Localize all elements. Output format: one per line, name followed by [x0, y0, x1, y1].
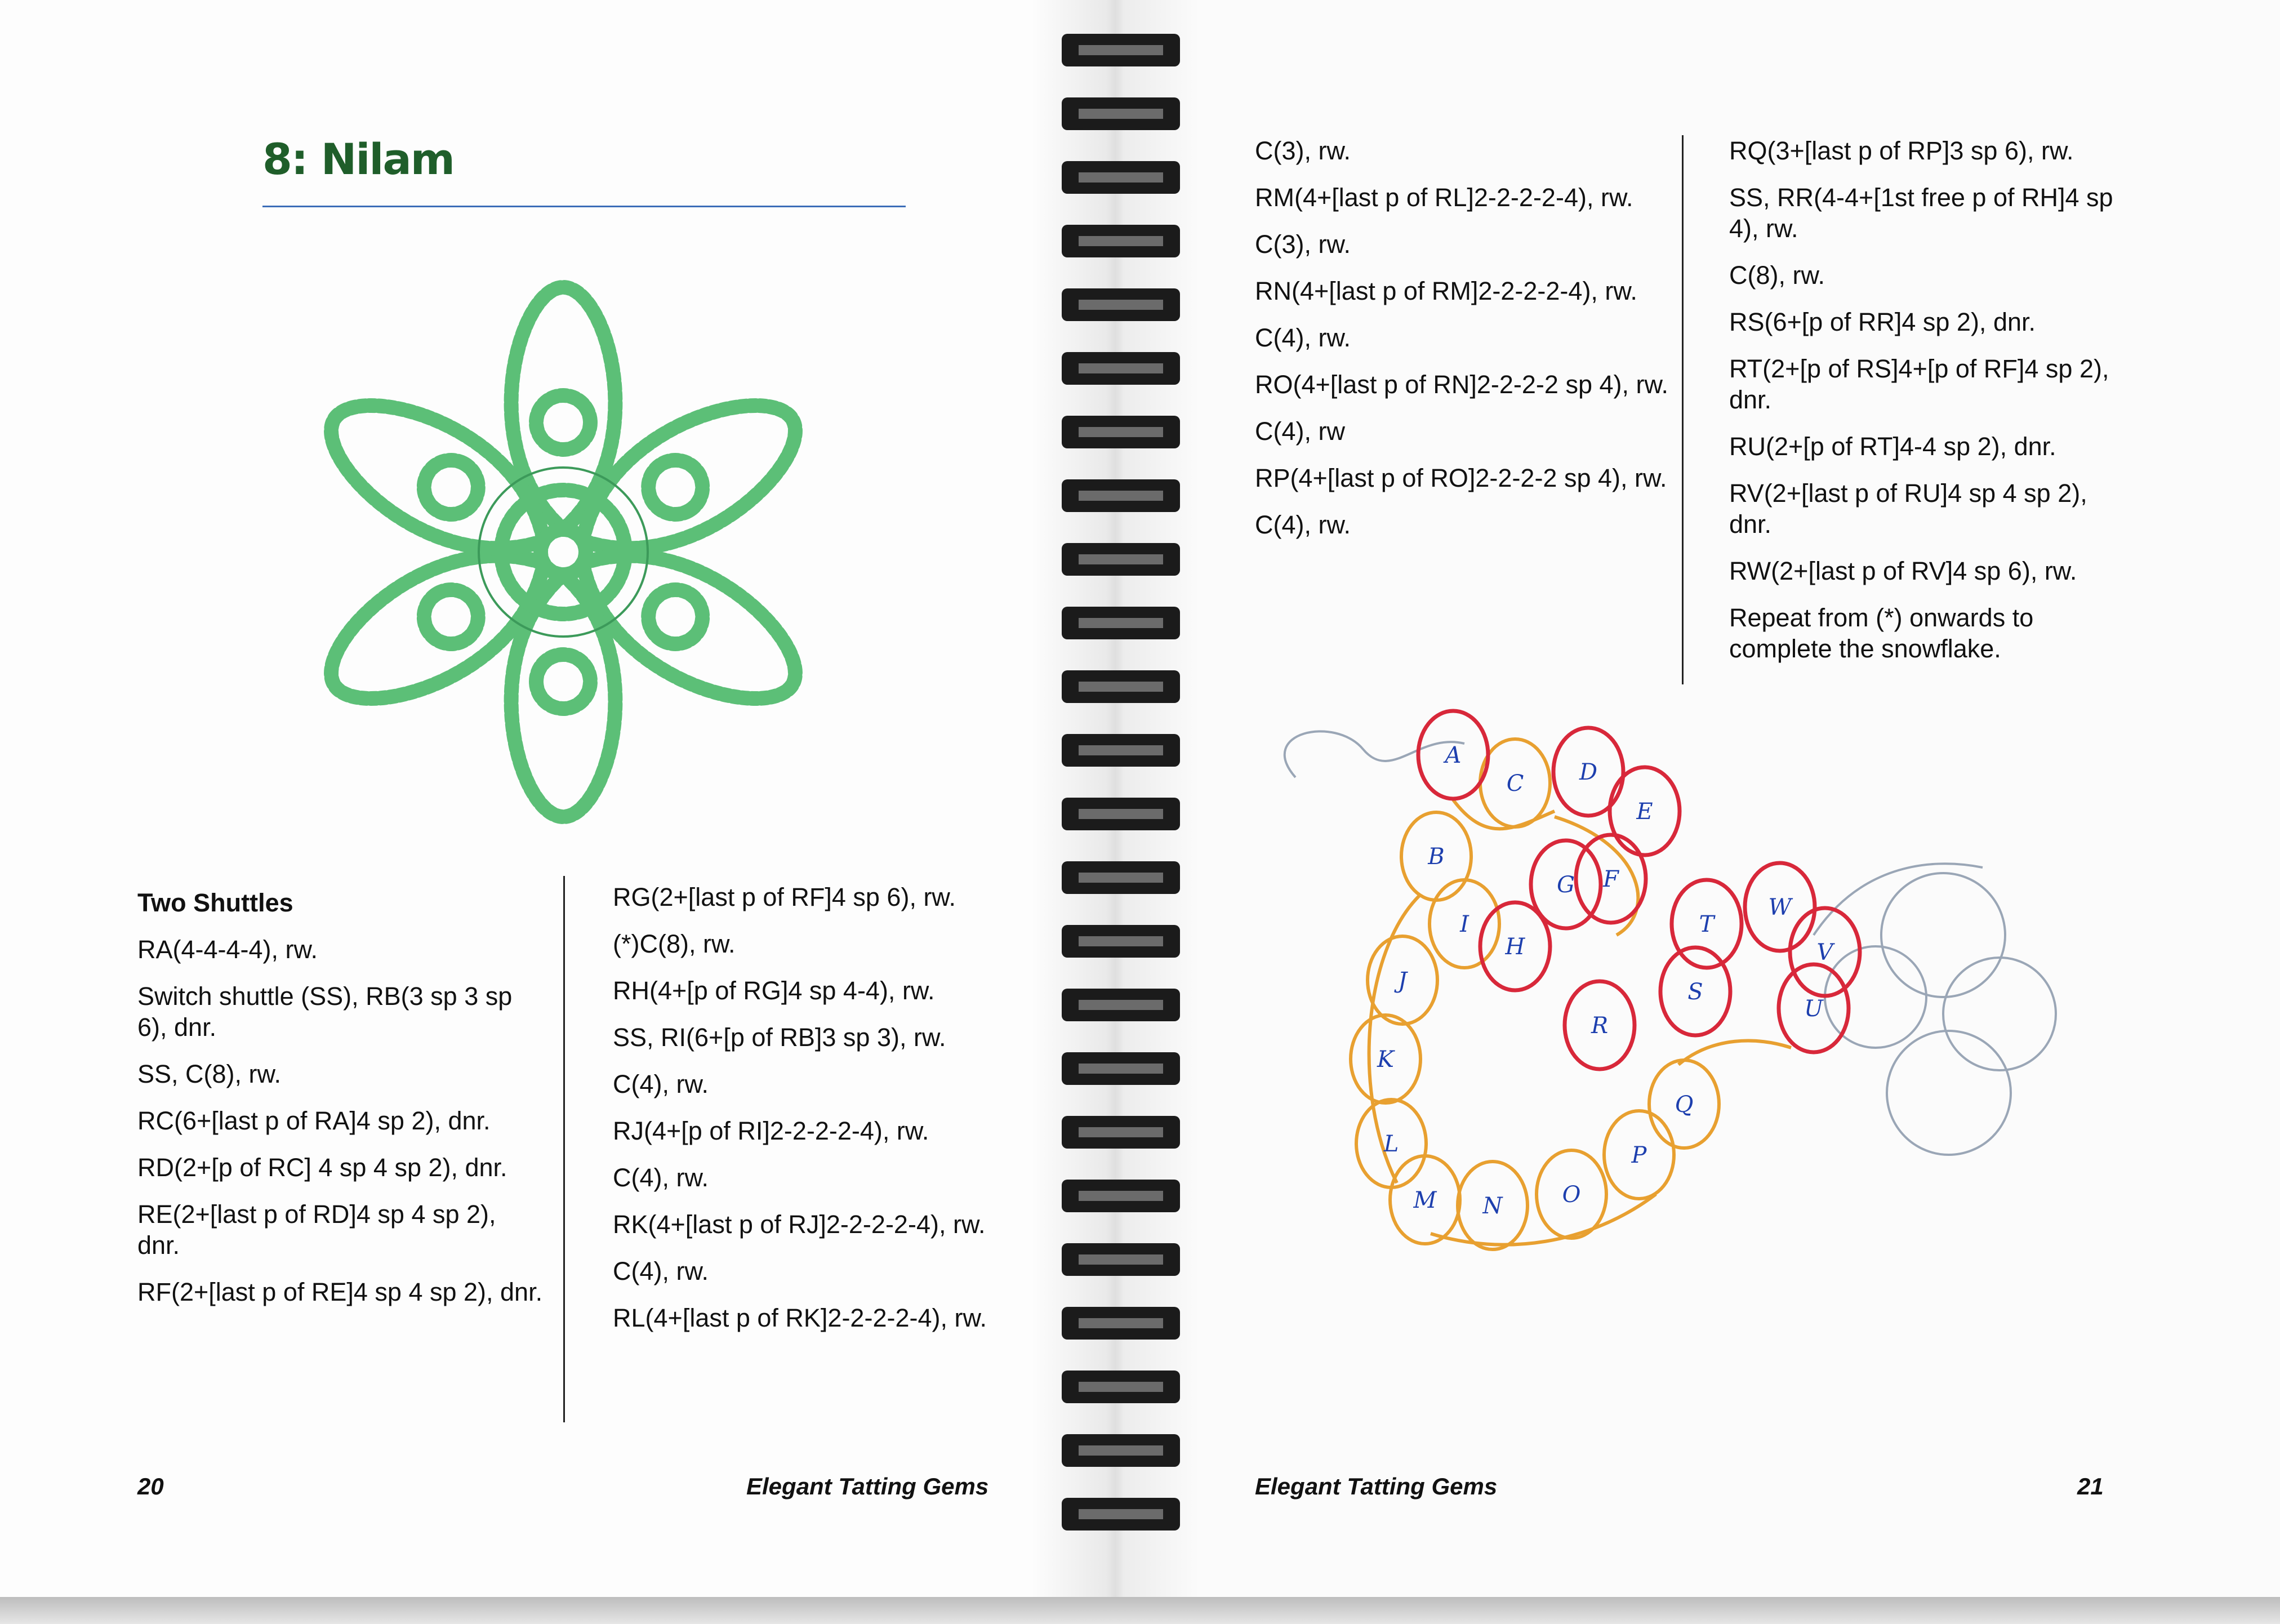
title-underline — [262, 206, 906, 207]
instruction-line: C(4), rw. — [1255, 510, 1351, 539]
instruction-line: RV(2+[last p of RU]4 sp 4 sp 2), dnr. — [1729, 479, 2087, 539]
instruction-line: RU(2+[p of RT]4-4 sp 2), dnr. — [1729, 432, 2056, 461]
spiral-coil-highlight — [1079, 873, 1163, 883]
instruction-line: RQ(3+[last p of RP]3 sp 6), rw. — [1729, 136, 2074, 165]
chain-layer — [1351, 739, 1791, 1249]
tatting-diagram — [1250, 698, 2107, 1273]
diagram-ring-letter: G — [1557, 872, 1575, 898]
spiral-coil-highlight — [1079, 1509, 1163, 1519]
spiral-coil-highlight — [1079, 1000, 1163, 1010]
instruction-line: RP(4+[last p of RO]2-2-2-2 sp 4), rw. — [1255, 464, 1667, 492]
instruction-line: RK(4+[last p of RJ]2-2-2-2-4), rw. — [613, 1210, 986, 1239]
diagram-ring-letter: U — [1804, 996, 1823, 1022]
spiral-binding — [1062, 23, 1180, 1555]
instruction-line: C(4), rw. — [613, 1257, 709, 1285]
instruction-line: RS(6+[p of RR]4 sp 2), dnr. — [1729, 308, 2036, 336]
column-divider — [563, 876, 565, 1422]
spiral-coil-highlight — [1079, 1254, 1163, 1265]
instruction-line: RC(6+[last p of RA]4 sp 2), dnr. — [137, 1106, 491, 1135]
instruction-line: SS, RR(4-4+[1st free p of RH]4 sp 4), rw. — [1729, 183, 2113, 243]
diagram-ring-letter: O — [1562, 1182, 1581, 1208]
tatting-snowflake-photo — [248, 259, 879, 845]
instruction-line: RG(2+[last p of RF]4 sp 6), rw. — [613, 883, 956, 911]
instruction-line: RT(2+[p of RS]4+[p of RF]4 sp 2), dnr. — [1729, 354, 2109, 414]
instruction-line: SS, C(8), rw. — [137, 1060, 282, 1088]
pattern-title: 8: Nilam — [262, 134, 454, 184]
spiral-coil-highlight — [1079, 682, 1163, 692]
spiral-coil-highlight — [1079, 363, 1163, 373]
instruction-line: Switch shuttle (SS), RB(3 sp 3 sp 6), dnr. — [137, 982, 513, 1042]
spiral-coil-highlight — [1079, 554, 1163, 564]
spiral-coil-highlight — [1079, 491, 1163, 501]
right-page — [1118, 0, 2280, 1597]
instruction-line: RN(4+[last p of RM]2-2-2-2-4), rw. — [1255, 277, 1637, 305]
instruction-line: RA(4-4-4-4), rw. — [137, 935, 318, 964]
diagram-ring-letter: C — [1506, 771, 1524, 797]
spiral-coil-highlight — [1079, 45, 1163, 55]
instructions-column-1 — [137, 887, 543, 1323]
book-title-right: Elegant Tatting Gems — [1255, 1473, 1498, 1500]
section-heading: Two Shuttles — [137, 888, 293, 917]
diagram-ring-letter: N — [1482, 1193, 1503, 1219]
instruction-line: RL(4+[last p of RK]2-2-2-2-4), rw. — [613, 1303, 987, 1332]
instruction-line: C(8), rw. — [1729, 261, 1825, 290]
diagram-ring-letter: V — [1816, 940, 1833, 965]
page-number-left: 20 — [137, 1473, 164, 1500]
instruction-line: (*)C(8), rw. — [613, 929, 736, 958]
spiral-coil-highlight — [1079, 236, 1163, 246]
diagram-ring-letter: H — [1505, 934, 1525, 960]
instruction-line: RE(2+[last p of RD]4 sp 4 sp 2), dnr. — [137, 1200, 496, 1260]
instruction-line: Repeat from (*) onwards to complete the snowflake. — [1729, 603, 2034, 663]
instruction-line: C(4), rw. — [613, 1070, 709, 1098]
instruction-line: RJ(4+[p of RI]2-2-2-2-4), rw. — [613, 1116, 929, 1145]
instruction-line: C(4), rw — [1255, 417, 1345, 446]
diagram-ring-letter: W — [1768, 895, 1792, 920]
diagram-ring-letter: I — [1460, 911, 1469, 937]
diagram-ring-letter: K — [1377, 1047, 1394, 1073]
spiral-coil-highlight — [1079, 1064, 1163, 1074]
instruction-line: RF(2+[last p of RE]4 sp 4 sp 2), dnr. — [137, 1278, 543, 1306]
instructions-column-4 — [1729, 135, 2135, 680]
spiral-coil-highlight — [1079, 809, 1163, 819]
spiral-coil-highlight — [1079, 745, 1163, 755]
instruction-line: RH(4+[p of RG]4 sp 4-4), rw. — [613, 976, 935, 1005]
spiral-coil-highlight — [1079, 172, 1163, 183]
instruction-line: C(3), rw. — [1255, 136, 1351, 165]
spiral-coil-highlight — [1079, 1318, 1163, 1328]
instruction-line: RO(4+[last p of RN]2-2-2-2 sp 4), rw. — [1255, 370, 1668, 399]
instructions-column-2 — [613, 882, 1007, 1349]
scan-edge — [0, 1597, 2280, 1624]
instruction-line: C(4), rw. — [1255, 323, 1351, 352]
instruction-line: RD(2+[p of RC] 4 sp 4 sp 2), dnr. — [137, 1153, 507, 1182]
spiral-coil-highlight — [1079, 618, 1163, 628]
spiral-coil-highlight — [1079, 300, 1163, 310]
diagram-ring-letter: D — [1579, 759, 1598, 785]
diagram-ring-letter: S — [1687, 979, 1703, 1005]
diagram-ring-letter: L — [1383, 1131, 1399, 1157]
instruction-line: RW(2+[last p of RV]4 sp 6), rw. — [1729, 557, 2077, 585]
instruction-line: C(4), rw. — [613, 1163, 709, 1192]
spiral-coil-highlight — [1079, 1445, 1163, 1456]
book-title-left: Elegant Tatting Gems — [746, 1473, 989, 1500]
spiral-coil-highlight — [1079, 109, 1163, 119]
instruction-line: RM(4+[last p of RL]2-2-2-2-4), rw. — [1255, 183, 1633, 212]
diagram-ring-letter: J — [1397, 968, 1408, 994]
diagram-ring-letter: M — [1413, 1187, 1437, 1213]
diagram-ring-letter: A — [1445, 742, 1462, 768]
diagram-ring-letter: B — [1428, 844, 1445, 870]
instructions-column-3 — [1255, 135, 1672, 556]
spiral-coil-highlight — [1079, 936, 1163, 946]
spiral-coil-highlight — [1079, 427, 1163, 437]
diagram-ring-letter: T — [1699, 911, 1715, 937]
spiral-coil-highlight — [1079, 1127, 1163, 1137]
instruction-line: SS, RI(6+[p of RB]3 sp 3), rw. — [613, 1023, 946, 1052]
diagram-ring-letter: F — [1603, 866, 1619, 892]
diagram-ring-letter: Q — [1675, 1092, 1694, 1118]
page-number-right: 21 — [2077, 1473, 2104, 1500]
instruction-line: C(3), rw. — [1255, 230, 1351, 259]
diagram-ring-letter: P — [1631, 1142, 1647, 1168]
ghost-outline — [1285, 731, 2056, 1155]
spiral-coil-highlight — [1079, 1191, 1163, 1201]
spiral-coil-highlight — [1079, 1382, 1163, 1392]
left-page — [0, 0, 1118, 1597]
diagram-ring-letter: R — [1591, 1013, 1609, 1039]
column-divider — [1682, 135, 1684, 684]
diagram-ring-letter: E — [1636, 799, 1653, 825]
